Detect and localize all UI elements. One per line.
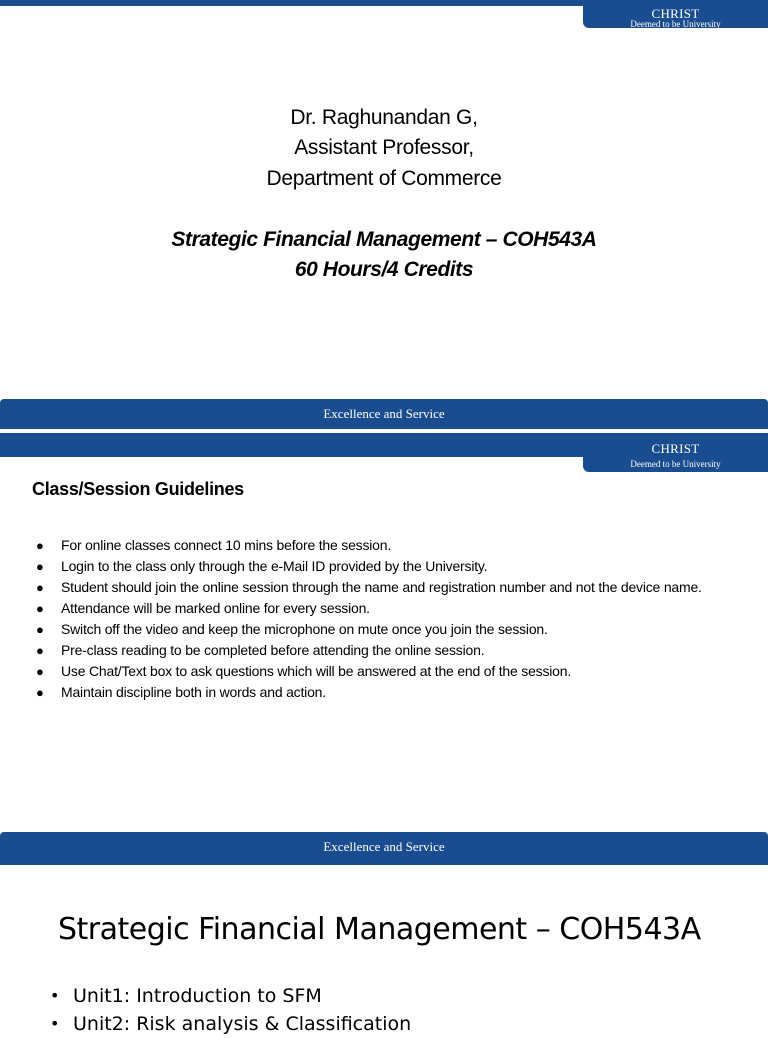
guidelines-title: Class/Session Guidelines (32, 479, 244, 499)
bullet-icon: ● (36, 685, 44, 700)
bullet-icon: ● (36, 601, 44, 616)
guideline-text: Attendance will be marked online for every session. (61, 600, 370, 616)
list-item (36, 535, 736, 556)
bullet-icon: • (50, 986, 60, 1005)
syllabus-title: Strategic Financial Management – COH543A (58, 912, 701, 947)
list-item (36, 577, 736, 598)
bullet-icon: ● (36, 538, 44, 553)
bullet-icon: ● (36, 643, 44, 658)
guidelines-list (36, 535, 736, 703)
slide2-footer: Excellence and Service (0, 832, 768, 865)
list-item (36, 598, 736, 619)
presenter-name: Dr. Raghunandan G, (290, 106, 478, 129)
list-item (36, 556, 736, 577)
list-item (36, 640, 736, 661)
university-tagline: Deemed to be University (630, 459, 721, 469)
course-hours: 60 Hours/4 Credits (294, 258, 474, 281)
bullet-icon: ● (36, 622, 44, 637)
guideline-text: Maintain discipline both in words and action. (61, 684, 326, 700)
bullet-icon: • (50, 1014, 60, 1033)
slide1-university-badge (583, 6, 768, 28)
unit-text: Unit2: Risk analysis & Classification (73, 1013, 412, 1035)
guideline-text: Login to the class only through the e-Mail ID provided by the University. (61, 558, 488, 574)
bullet-icon: ● (36, 664, 44, 679)
list-item (50, 1010, 411, 1038)
list-item (36, 661, 736, 682)
list-item (36, 619, 736, 640)
presenter-designation: Assistant Professor, (294, 136, 474, 159)
slide2-university-badge (583, 439, 768, 472)
list-item (36, 682, 736, 703)
university-name: CHRIST (651, 6, 700, 21)
university-name: CHRIST (651, 441, 700, 456)
unit-text: Unit1: Introduction to SFM (73, 985, 322, 1007)
bullet-icon: ● (36, 559, 44, 574)
guideline-text: Pre-class reading to be completed before attending the online session. (61, 642, 485, 658)
list-item (50, 982, 411, 1010)
slide1-footer: Excellence and Service (0, 399, 768, 429)
bullet-icon: ● (36, 580, 44, 595)
guideline-text: For online classes connect 10 mins before the session. (61, 537, 392, 553)
units-list (50, 982, 411, 1038)
guideline-text: Student should join the online session through the name and registration number and not the device name. (61, 579, 702, 595)
course-title: Strategic Financial Management – COH543A (171, 228, 597, 251)
guideline-text: Use Chat/Text box to ask questions which will be answered at the end of the session. (61, 663, 572, 679)
university-tagline: Deemed to be University (630, 19, 721, 29)
guideline-text: Switch off the video and keep the microphone on mute once you join the session. (61, 621, 548, 637)
presenter-department: Department of Commerce (266, 167, 502, 190)
